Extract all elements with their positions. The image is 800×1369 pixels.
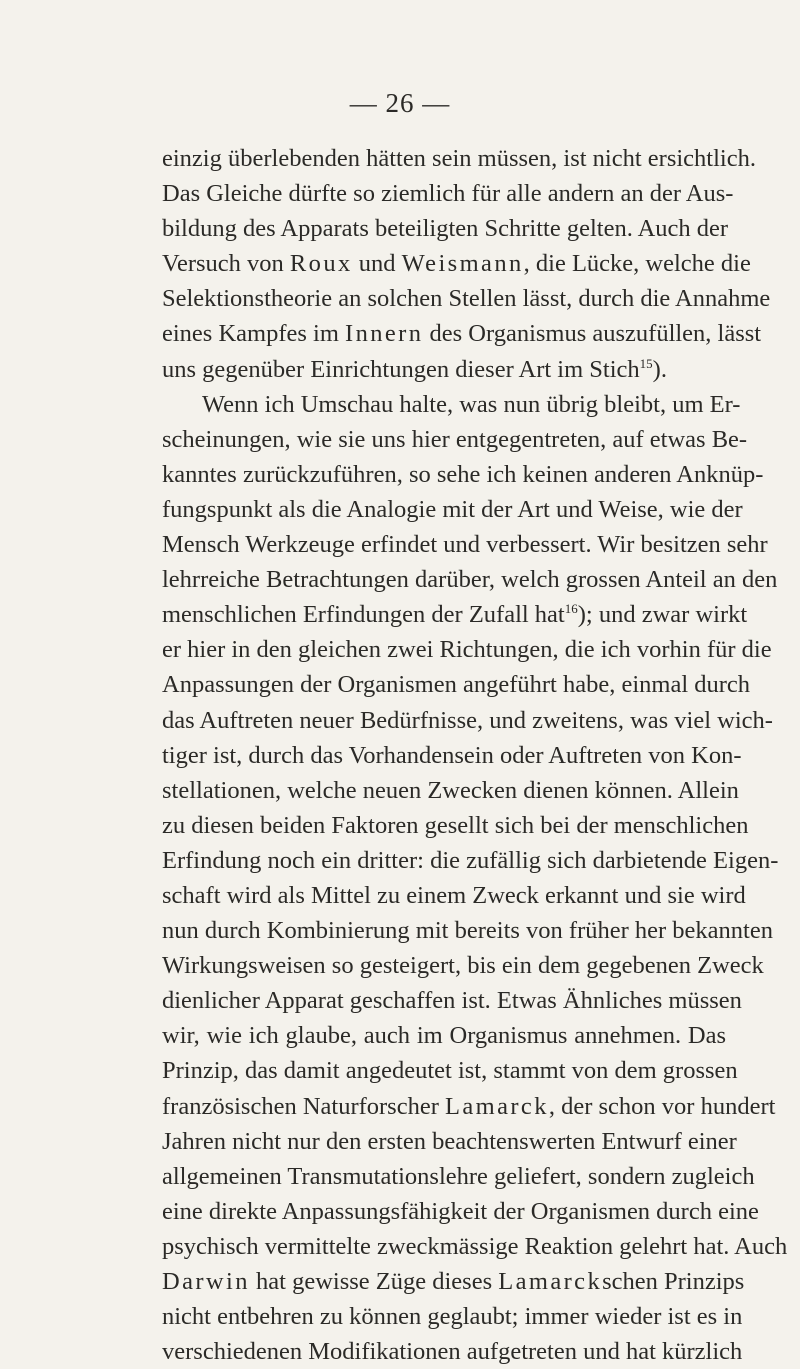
text-line-24: Wirkungsweisen so gesteigert, bis ein dem gegebenen Zweck [162, 952, 764, 980]
name-weismann: Weismann [401, 250, 524, 278]
text-line-30: allgemeinen Transmutationslehre geliefert, sondern zugleich [162, 1162, 755, 1190]
text-line-32: psychisch vermittelte zweckmässige Reaktion gelehrt hat. Auch [162, 1232, 788, 1260]
text-line-16: Anpassungen der Organismen angeführt habe, einmal durch [162, 671, 751, 699]
text-line-33: Darwin hat gewisse Züge dieses Lamarckschen Prinzips [162, 1268, 745, 1295]
text-line-12: Mensch Werkzeuge erfindet und verbessert. Wir besitzen sehr [162, 531, 768, 559]
text-line-17: das Auftreten neuer Bedürfnisse, und zweitens, was viel wich- [162, 706, 773, 734]
page-number: — 26 — [349, 88, 451, 118]
text-line-35: verschiedenen Modifikationen aufgetreten und hat kürzlich [162, 1338, 743, 1366]
text-line-28: französischen Naturforscher Lamarck, der schon vor hundert [162, 1092, 776, 1120]
footnote-ref-15: 15 [639, 355, 653, 371]
text-line-31: eine direkte Anpassungsfähigkeit der Organismen durch eine [162, 1197, 759, 1225]
text-line-10: kanntes zurückzuführen, so sehe ich keinen anderen Anknüp- [162, 460, 764, 488]
text-line-4: Versuch von Roux und Weismann, die Lücke, welche die [162, 250, 751, 278]
text-line-15: er hier in den gleichen zwei Richtungen, die ich vorhin für die [162, 636, 772, 664]
text-line-1: einzig überlebenden hätten sein müssen, ist nicht ersichtlich. [162, 145, 756, 172]
text-line-22: schaft wird als Mittel zu einem Zweck erkannt und sie wird [162, 881, 746, 909]
text-line-14: menschlichen Erfindungen der Zufall hat$^{16}$); und zwar wirkt [162, 601, 748, 629]
text-line-18: tiger ist, durch das Vorhandensein oder Auftreten von Kon- [162, 741, 742, 769]
text-line-27: Prinzip, das damit angedeutet ist, stammt von dem grossen [162, 1057, 738, 1085]
text-line-19: stellationen, welche neuen Zwecken dienen können. Allein [162, 776, 739, 804]
footnote-ref-16: 16 [564, 601, 578, 617]
text-line-2: Das Gleiche dürfte so ziemlich für alle andern an der Aus- [162, 180, 734, 208]
name-lamarck: Lamarck [444, 1092, 549, 1120]
text-line-8: Wenn ich Umschau halte, was nun übrig bleibt, um Er- [202, 390, 741, 418]
text-line-6: eines Kampfes im Innern des Organismus auszufüllen, lässt [162, 320, 762, 348]
text-line-7: uns gegenüber Einrichtungen dieser Art im Stich$^{15}$). [162, 355, 667, 383]
text-line-21: Erfindung noch ein dritter: die zufällig sich darbietende Eigen- [162, 846, 779, 874]
name-lamarck-2: Lamarck [498, 1268, 603, 1295]
name-darwin: Darwin [162, 1268, 250, 1295]
text-line-29: Jahren nicht nur den ersten beachtenswerten Entwurf einer [162, 1127, 737, 1155]
text-line-9: scheinungen, wie sie uns hier entgegentreten, auf etwas Be- [162, 425, 748, 453]
text-line-13: lehrreiche Betrachtungen darüber, welch grossen Anteil an den [162, 566, 778, 594]
text-line-25: dienlicher Apparat geschaffen ist. Etwas Ähnliches müssen [162, 987, 742, 1015]
name-roux: Roux [289, 250, 353, 278]
text-line-23: nun durch Kombinierung mit bereits von früher her bekannten [162, 917, 773, 945]
text-line-5: Selektionstheorie an solchen Stellen lässt, durch die Annahme [162, 285, 771, 313]
text-line-34: nicht entbehren zu können geglaubt; immer wieder ist es in [162, 1303, 743, 1331]
text-line-26: wir, wie ich glaube, auch im Organismus annehmen. Das [162, 1022, 726, 1050]
text-line-11: fungspunkt als die Analogie mit der Art und Weise, wie der [162, 495, 743, 523]
emphasis-innern: Innern [345, 320, 424, 348]
body-text [162, 141, 788, 1369]
text-line-20: zu diesen beiden Faktoren gesellt sich bei der menschlichen [162, 811, 749, 839]
text-line-3: bildung des Apparats beteiligten Schritte gelten. Auch der [162, 215, 729, 243]
